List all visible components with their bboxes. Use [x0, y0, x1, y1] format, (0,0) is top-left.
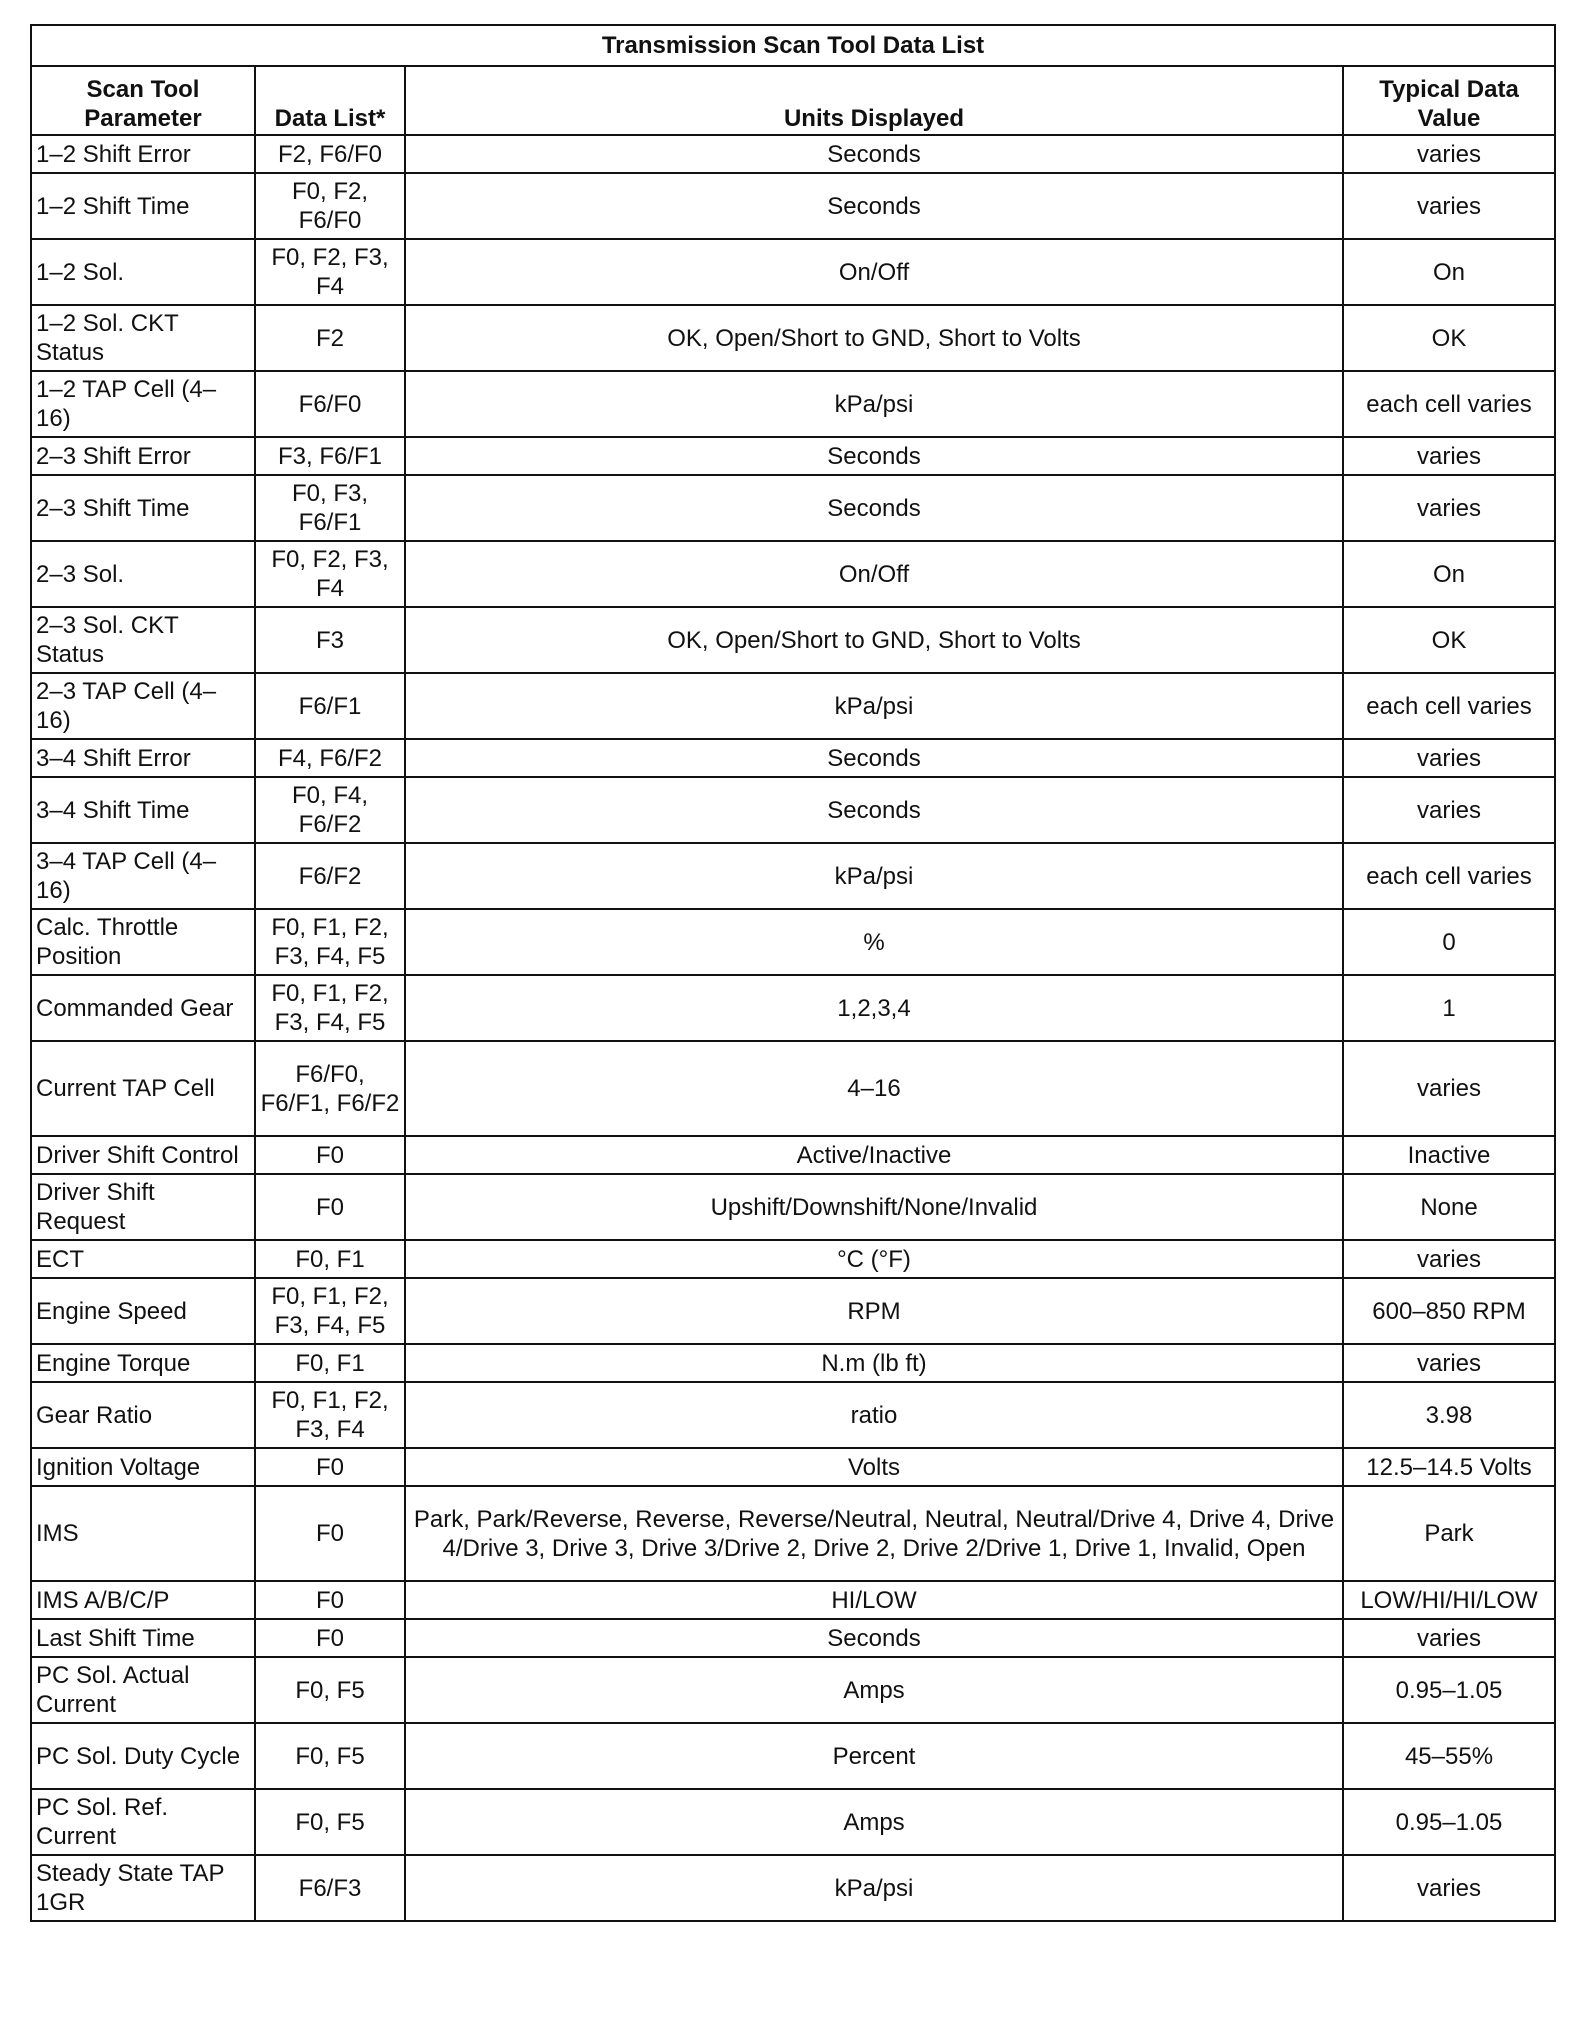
header-units: Units Displayed [405, 66, 1343, 135]
cell-parameter: Driver Shift Request [31, 1174, 255, 1240]
table-row [31, 1657, 1555, 1723]
cell-data-list: F6/F0, F6/F1, F6/F2 [255, 1041, 405, 1136]
cell-units: Amps [405, 1789, 1343, 1855]
cell-parameter: Ignition Voltage [31, 1448, 255, 1486]
table-row [31, 975, 1555, 1041]
cell-data-list: F6/F0 [255, 371, 405, 437]
cell-units: % [405, 909, 1343, 975]
cell-typical-value: None [1343, 1174, 1555, 1240]
cell-parameter: Driver Shift Control [31, 1136, 255, 1174]
table-row [31, 1855, 1555, 1921]
cell-units: Seconds [405, 739, 1343, 777]
cell-parameter: 2–3 TAP Cell (4–16) [31, 673, 255, 739]
cell-data-list: F6/F3 [255, 1855, 405, 1921]
cell-parameter: 1–2 Shift Time [31, 173, 255, 239]
cell-units: On/Off [405, 239, 1343, 305]
cell-typical-value: varies [1343, 1619, 1555, 1657]
header-parameter: Scan Tool Parameter [31, 66, 255, 135]
cell-parameter: 2–3 Sol. [31, 541, 255, 607]
table-row [31, 437, 1555, 475]
cell-data-list: F2, F6/F0 [255, 135, 405, 173]
cell-typical-value: varies [1343, 1240, 1555, 1278]
table-row [31, 135, 1555, 173]
cell-typical-value: Inactive [1343, 1136, 1555, 1174]
cell-data-list: F0 [255, 1581, 405, 1619]
cell-units: 4–16 [405, 1041, 1343, 1136]
cell-typical-value: OK [1343, 607, 1555, 673]
table-row [31, 843, 1555, 909]
cell-units: Seconds [405, 777, 1343, 843]
cell-units: Active/Inactive [405, 1136, 1343, 1174]
cell-parameter: Calc. Throttle Position [31, 909, 255, 975]
cell-units: Seconds [405, 1619, 1343, 1657]
cell-typical-value: 0.95–1.05 [1343, 1789, 1555, 1855]
cell-data-list: F0, F4, F6/F2 [255, 777, 405, 843]
cell-parameter: 1–2 Sol. [31, 239, 255, 305]
cell-typical-value: varies [1343, 475, 1555, 541]
table-row [31, 1619, 1555, 1657]
table-row [31, 371, 1555, 437]
cell-typical-value: varies [1343, 173, 1555, 239]
cell-units: Volts [405, 1448, 1343, 1486]
table-body [31, 135, 1555, 1921]
cell-data-list: F0, F2, F3, F4 [255, 239, 405, 305]
cell-data-list: F3 [255, 607, 405, 673]
cell-typical-value: LOW/HI/HI/LOW [1343, 1581, 1555, 1619]
header-row [31, 66, 1555, 135]
table-row [31, 1789, 1555, 1855]
cell-parameter: 2–3 Shift Time [31, 475, 255, 541]
cell-parameter: ECT [31, 1240, 255, 1278]
cell-parameter: Engine Speed [31, 1278, 255, 1344]
cell-typical-value: varies [1343, 739, 1555, 777]
cell-parameter: PC Sol. Ref. Current [31, 1789, 255, 1855]
cell-units: Percent [405, 1723, 1343, 1789]
table-title: Transmission Scan Tool Data List [31, 25, 1555, 66]
table-row [31, 1448, 1555, 1486]
cell-data-list: F0, F3, F6/F1 [255, 475, 405, 541]
cell-units: N.m (lb ft) [405, 1344, 1343, 1382]
cell-units: HI/LOW [405, 1581, 1343, 1619]
cell-parameter: 3–4 TAP Cell (4–16) [31, 843, 255, 909]
cell-typical-value: each cell varies [1343, 371, 1555, 437]
scan-tool-data-table [30, 24, 1556, 1922]
cell-typical-value: varies [1343, 437, 1555, 475]
cell-parameter: IMS A/B/C/P [31, 1581, 255, 1619]
cell-data-list: F0, F1, F2, F3, F4, F5 [255, 1278, 405, 1344]
cell-data-list: F0 [255, 1486, 405, 1581]
cell-units: Park, Park/Reverse, Reverse, Reverse/Neutral, Neutral, Neutral/Drive 4, Drive 4, Drive 4/Drive 3, Drive 3, Drive 3/Drive 2, Drive 2, Drive 2/Drive 1, Drive 1, Invalid, Open [405, 1486, 1343, 1581]
cell-parameter: Commanded Gear [31, 975, 255, 1041]
cell-data-list: F0 [255, 1448, 405, 1486]
cell-data-list: F2 [255, 305, 405, 371]
table-row [31, 1344, 1555, 1382]
cell-typical-value: varies [1343, 1344, 1555, 1382]
table-row [31, 1723, 1555, 1789]
cell-typical-value: 1 [1343, 975, 1555, 1041]
cell-data-list: F3, F6/F1 [255, 437, 405, 475]
cell-parameter: 1–2 Sol. CKT Status [31, 305, 255, 371]
cell-units: °C (°F) [405, 1240, 1343, 1278]
cell-typical-value: 600–850 RPM [1343, 1278, 1555, 1344]
cell-data-list: F0, F2, F6/F0 [255, 173, 405, 239]
cell-typical-value: OK [1343, 305, 1555, 371]
cell-data-list: F0, F1 [255, 1344, 405, 1382]
cell-parameter: 1–2 TAP Cell (4–16) [31, 371, 255, 437]
table-row [31, 1382, 1555, 1448]
table-row [31, 541, 1555, 607]
cell-data-list: F0 [255, 1174, 405, 1240]
cell-units: ratio [405, 1382, 1343, 1448]
table-row [31, 1240, 1555, 1278]
cell-units: kPa/psi [405, 1855, 1343, 1921]
table-row [31, 173, 1555, 239]
table-row [31, 1486, 1555, 1581]
cell-data-list: F0 [255, 1136, 405, 1174]
cell-data-list: F0, F1 [255, 1240, 405, 1278]
cell-units: Seconds [405, 437, 1343, 475]
cell-units: 1,2,3,4 [405, 975, 1343, 1041]
table-row [31, 305, 1555, 371]
cell-data-list: F6/F2 [255, 843, 405, 909]
cell-typical-value: 0 [1343, 909, 1555, 975]
cell-typical-value: 45–55% [1343, 1723, 1555, 1789]
cell-parameter: 3–4 Shift Error [31, 739, 255, 777]
cell-units: Seconds [405, 173, 1343, 239]
table-row [31, 239, 1555, 305]
cell-parameter: PC Sol. Actual Current [31, 1657, 255, 1723]
cell-parameter: 3–4 Shift Time [31, 777, 255, 843]
cell-data-list: F0, F1, F2, F3, F4, F5 [255, 975, 405, 1041]
cell-units: kPa/psi [405, 673, 1343, 739]
cell-units: On/Off [405, 541, 1343, 607]
cell-units: Seconds [405, 475, 1343, 541]
table-row [31, 607, 1555, 673]
cell-data-list: F0, F5 [255, 1657, 405, 1723]
cell-typical-value: On [1343, 541, 1555, 607]
cell-parameter: Gear Ratio [31, 1382, 255, 1448]
cell-typical-value: 0.95–1.05 [1343, 1657, 1555, 1723]
table-row [31, 673, 1555, 739]
cell-typical-value: varies [1343, 135, 1555, 173]
header-typical-value: Typical Data Value [1343, 66, 1555, 135]
cell-units: kPa/psi [405, 843, 1343, 909]
table-row [31, 909, 1555, 975]
table-row [31, 1278, 1555, 1344]
cell-parameter: Steady State TAP 1GR [31, 1855, 255, 1921]
cell-typical-value: varies [1343, 777, 1555, 843]
cell-units: OK, Open/Short to GND, Short to Volts [405, 305, 1343, 371]
cell-data-list: F0 [255, 1619, 405, 1657]
table-row [31, 1174, 1555, 1240]
cell-data-list: F4, F6/F2 [255, 739, 405, 777]
cell-units: Seconds [405, 135, 1343, 173]
cell-typical-value: Park [1343, 1486, 1555, 1581]
cell-typical-value: each cell varies [1343, 843, 1555, 909]
cell-parameter: IMS [31, 1486, 255, 1581]
table-row [31, 739, 1555, 777]
cell-typical-value: varies [1343, 1855, 1555, 1921]
cell-units: OK, Open/Short to GND, Short to Volts [405, 607, 1343, 673]
cell-parameter: Current TAP Cell [31, 1041, 255, 1136]
cell-data-list: F0, F1, F2, F3, F4, F5 [255, 909, 405, 975]
cell-parameter: 2–3 Shift Error [31, 437, 255, 475]
cell-typical-value: varies [1343, 1041, 1555, 1136]
cell-data-list: F0, F2, F3, F4 [255, 541, 405, 607]
header-data-list: Data List* [255, 66, 405, 135]
cell-parameter: Last Shift Time [31, 1619, 255, 1657]
cell-units: Amps [405, 1657, 1343, 1723]
cell-typical-value: On [1343, 239, 1555, 305]
cell-parameter: PC Sol. Duty Cycle [31, 1723, 255, 1789]
cell-parameter: Engine Torque [31, 1344, 255, 1382]
cell-parameter: 2–3 Sol. CKT Status [31, 607, 255, 673]
cell-typical-value: 3.98 [1343, 1382, 1555, 1448]
cell-data-list: F6/F1 [255, 673, 405, 739]
table-row [31, 777, 1555, 843]
cell-typical-value: 12.5–14.5 Volts [1343, 1448, 1555, 1486]
table-row [31, 475, 1555, 541]
cell-data-list: F0, F1, F2, F3, F4 [255, 1382, 405, 1448]
table-row [31, 1136, 1555, 1174]
cell-data-list: F0, F5 [255, 1789, 405, 1855]
cell-data-list: F0, F5 [255, 1723, 405, 1789]
table-row [31, 1041, 1555, 1136]
cell-units: Upshift/Downshift/None/Invalid [405, 1174, 1343, 1240]
cell-parameter: 1–2 Shift Error [31, 135, 255, 173]
cell-units: RPM [405, 1278, 1343, 1344]
cell-typical-value: each cell varies [1343, 673, 1555, 739]
table-row [31, 1581, 1555, 1619]
cell-units: kPa/psi [405, 371, 1343, 437]
